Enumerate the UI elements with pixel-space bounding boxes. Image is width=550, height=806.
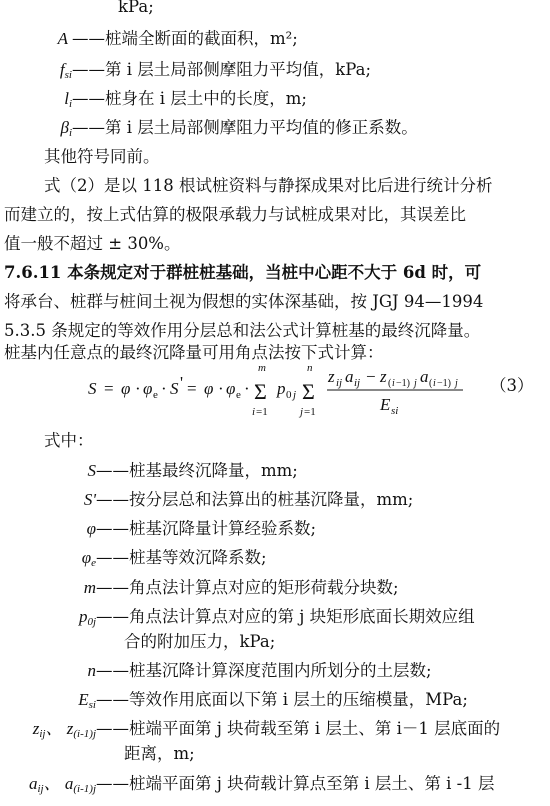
para2-line1: 7.6.11 本条规定对于群桩桩基础，当桩中心距不大于 6d 时，可 [4, 263, 482, 282]
svg-text:0: 0 [286, 389, 292, 401]
svg-text:φ: φ [143, 379, 153, 398]
para1-line3: 值一般不超过 ± 30%。 [4, 234, 181, 253]
symbol-zij: $z_{ij}$、 $z_{(i-1)j}$ [32, 719, 96, 740]
svg-text:': ' [180, 373, 184, 392]
para2-line2: 将承台、桩群与桩间土视为假想的实体深基础，按 JGJ 94—1994 [4, 292, 484, 311]
svg-text:·: · [135, 379, 141, 398]
svg-text:ij: ij [354, 377, 361, 389]
svg-text:si: si [391, 405, 399, 417]
svg-text:e: e [236, 389, 241, 401]
svg-text:i: i [433, 378, 436, 389]
svg-text:j: j [300, 406, 304, 418]
symbol-phi-e: $\varphi_e$ [81, 548, 96, 569]
svg-text:Σ: Σ [254, 379, 267, 404]
settlement-formula [0, 358, 550, 423]
svg-text:p: p [277, 379, 286, 398]
svg-text:a: a [420, 367, 429, 386]
svg-text:S: S [88, 379, 97, 398]
where-label: 式中： [44, 431, 94, 450]
symbol-li: $l_i$ [64, 89, 72, 110]
symbol-m: m [83, 578, 96, 597]
svg-text:−1): −1) [437, 378, 451, 389]
def-A: ——桩端全断面的截面积，m²; [72, 29, 298, 48]
symbol-Esi: $E_{si}$ [78, 690, 96, 711]
def-p0j: ——角点法计算点对应的第 j 块矩形底面长期效应组 [96, 607, 475, 626]
svg-text:i: i [252, 406, 256, 418]
svg-text:=1: =1 [256, 406, 268, 418]
para1-line1: 式（2）是以 118 根试桩资料与静探成果对比后进行统计分析 [44, 176, 493, 195]
svg-text:φ: φ [204, 379, 214, 398]
svg-text:m: m [258, 362, 266, 374]
svg-text:z: z [380, 367, 387, 386]
def-n: ——桩基沉降计算深度范围内所划分的土层数; [96, 661, 432, 680]
svg-text:=1: =1 [304, 406, 316, 418]
def-fsi: ——第 i 层土局部侧摩阻力平均值，kPa; [72, 60, 372, 79]
svg-text:S: S [170, 379, 179, 398]
para2-line4: 桩基内任意点的最终沉降量可用角点法按下式计算： [4, 343, 384, 362]
svg-text:ij: ij [336, 377, 343, 389]
def-aij: ——桩端平面第 j 块荷载计算点至第 i 层土、第 i -1 层 [96, 774, 495, 793]
def-phi: ——桩基沉降量计算经验系数; [96, 519, 317, 538]
svg-text:=: = [187, 379, 197, 398]
symbol-S-prime: S' [83, 490, 96, 509]
def-m: ——角点法计算点对应的矩形荷载分块数; [96, 578, 399, 597]
symbol-A: A [57, 29, 68, 48]
svg-text:φ: φ [121, 379, 131, 398]
svg-text:n: n [307, 362, 313, 374]
symbol-S: S [87, 461, 96, 480]
svg-text:E: E [380, 395, 391, 414]
para1-line2: 而建立的，按上式估算的极限承载力与试桩成果对比，其误差比 [4, 205, 466, 224]
svg-text:j: j [414, 378, 417, 389]
symbol-fsi: $f_{si}$ [59, 60, 72, 81]
svg-text:i: i [392, 378, 395, 389]
def-S-prime: ——按分层总和法算出的桩基沉降量，mm; [96, 490, 414, 509]
def-zij-cont: 距离，m; [124, 744, 195, 763]
def-li: ——桩身在 i 层土中的长度，m; [72, 89, 307, 108]
symbol-beta-i: $\beta_i$ [60, 118, 72, 139]
def-zij: ——桩端平面第 j 块荷载至第 i 层土、第 i－1 层底面的 [96, 719, 501, 738]
svg-text:−: − [366, 367, 376, 386]
def-p0j-cont: 合的附加压力，kPa; [124, 632, 276, 651]
svg-text:Σ: Σ [302, 379, 315, 404]
svg-text:φ: φ [226, 379, 236, 398]
symbol-n: n [87, 661, 96, 680]
para2-line3: 5.3.5 条规定的等效作用分层总和法公式计算桩基的最终沉降量。 [4, 321, 481, 340]
formula-number: （3） [490, 376, 534, 395]
def-phi-e: ——桩基等效沉降系数; [96, 548, 267, 567]
def-S: ——桩基最终沉降量，mm; [96, 461, 298, 480]
svg-text:(: ( [388, 378, 392, 389]
other-symbols-note: 其他符号同前。 [44, 147, 160, 166]
def-Esi: ——等效作用底面以下第 i 层土的压缩模量，MPa; [96, 690, 468, 709]
svg-text:e: e [153, 389, 158, 401]
svg-text:a: a [345, 367, 354, 386]
symbol-phi: φ [86, 519, 96, 538]
svg-text:z: z [328, 367, 335, 386]
svg-text:j: j [293, 389, 297, 401]
def-beta-i: ——第 i 层土局部侧摩阻力平均值的修正系数。 [72, 118, 418, 137]
symbol-aij: $a_{ij}$、 $a_{(i-1)j}$ [29, 774, 96, 795]
continued-unit: kPa; [118, 0, 154, 16]
svg-text:(: ( [429, 378, 433, 389]
svg-text:·: · [161, 379, 167, 398]
svg-text:−1): −1) [396, 378, 410, 389]
svg-text:·: · [244, 379, 250, 398]
svg-text:=: = [104, 379, 114, 398]
symbol-p0j: $p_{0j}$ [78, 607, 96, 628]
svg-text:j: j [455, 378, 458, 389]
svg-text:·: · [218, 379, 224, 398]
